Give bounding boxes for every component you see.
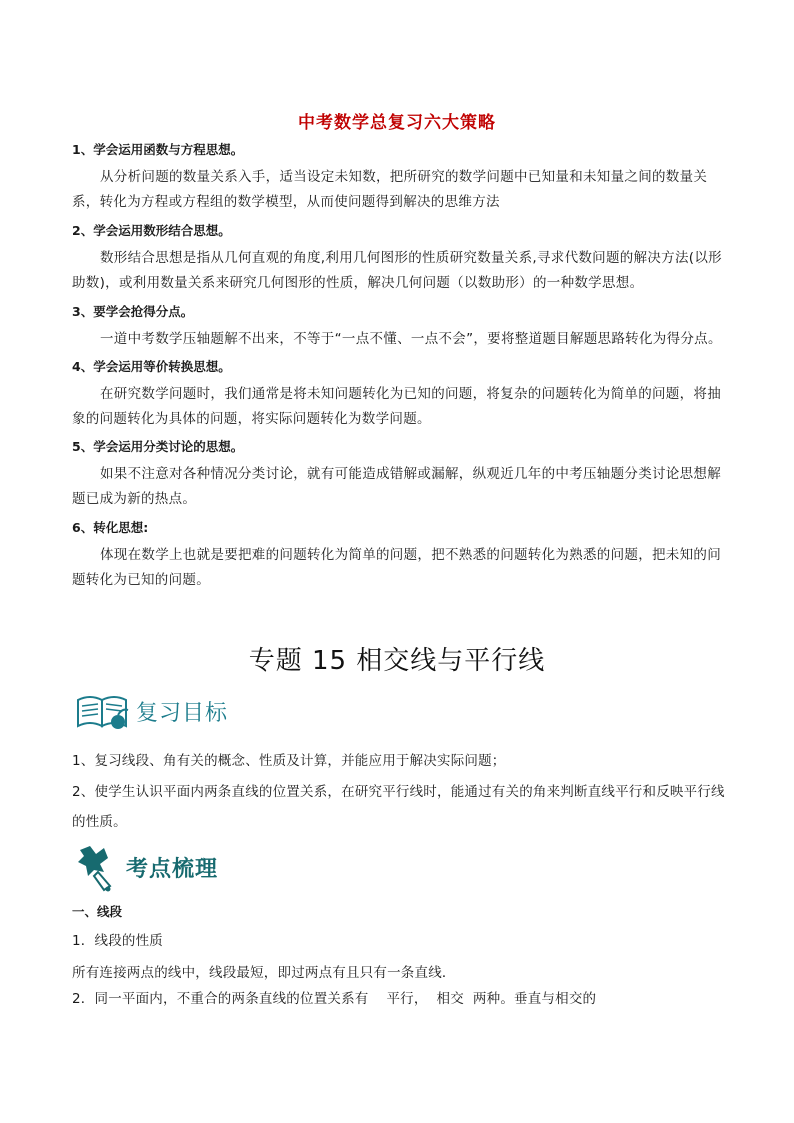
strategy-text: 一道中考数学压轴题解不出来，不等于“一点不懂、一点不会”，要将整道题目解题思路转化为得分点。 [100, 331, 722, 347]
strategy-heading: 2、学会运用数形结合思想。 [72, 223, 231, 238]
strategy-heading: 1、学会运用函数与方程思想。 [72, 142, 244, 157]
review-goals-label: 复习目标 [136, 700, 229, 726]
goal-1: 1、复习线段、角有关的概念、性质及计算，并能应用于解决实际问题； [72, 753, 506, 769]
strategy-6 [72, 518, 732, 593]
strategy-heading: 6、转化思想: [72, 520, 149, 535]
strategy-3 [72, 302, 732, 352]
strategy-4 [72, 357, 732, 432]
strategy-5 [72, 437, 732, 512]
topic-title: 专题 15 相交线与平行线 [248, 646, 546, 676]
strategy-text: 数形结合思想是指从几何直观的角度,利用几何图形的性质研究数量关系,寻求代数问题的解决方法(以形助数)，或利用数量关系来研究几何图形的性质，解决几何问题（以数助形）的一种数学思想。 [72, 250, 722, 291]
item-2-text: 2．同一平面内，不重合的两条直线的位置关系有 平行， 相交 两种。垂直与相交的 [72, 991, 597, 1007]
goal-2: 2、使学生认识平面内两条直线的位置关系，在研究平行线时，能通过有关的角来判断直线平行和反映平行线的性质。 [72, 784, 725, 830]
strategy-2 [72, 221, 732, 296]
strategy-text: 体现在数学上也就是要把难的问题转化为简单的问题，把不熟悉的问题转化为熟悉的问题，把未知的问题转化为已知的问题。 [72, 547, 721, 588]
leaf-bell-icon [74, 842, 122, 892]
strategy-text: 在研究数学问题时，我们通常是将未知问题转化为已知的问题，将复杂的问题转化为简单的问题，将抽象的问题转化为具体的问题，将实际问题转化为数学问题。 [72, 386, 721, 427]
review-goals-banner [74, 690, 228, 732]
strategy-heading: 3、要学会抢得分点。 [72, 304, 194, 319]
strategy-text: 如果不注意对各种情况分类讨论，就有可能造成错解或漏解，纵观近几年的中考压轴题分类讨论思想解题已成为新的热点。 [72, 466, 721, 507]
key-points-banner [74, 842, 218, 892]
strategy-heading: 5、学会运用分类讨论的思想。 [72, 439, 244, 454]
item-1-body: 所有连接两点的线中，线段最短，即过两点有且只有一条直线． [72, 965, 456, 981]
section-heading-line-segment: 一、线段 [72, 904, 123, 919]
item-1-title: 1．线段的性质 [72, 933, 163, 949]
book-icon [74, 690, 132, 732]
strategy-text: 从分析问题的数量关系入手，适当设定未知数，把所研究的数学问题中已知量和未知量之间的数量关系，转化为方程或方程组的数学模型，从而使问题得到解决的思维方法 [72, 169, 708, 210]
key-points-label: 考点梳理 [126, 855, 219, 882]
strategy-1 [72, 140, 732, 215]
main-title: 中考数学总复习六大策略 [298, 113, 496, 133]
strategy-heading: 4、学会运用等价转换思想。 [72, 359, 231, 374]
